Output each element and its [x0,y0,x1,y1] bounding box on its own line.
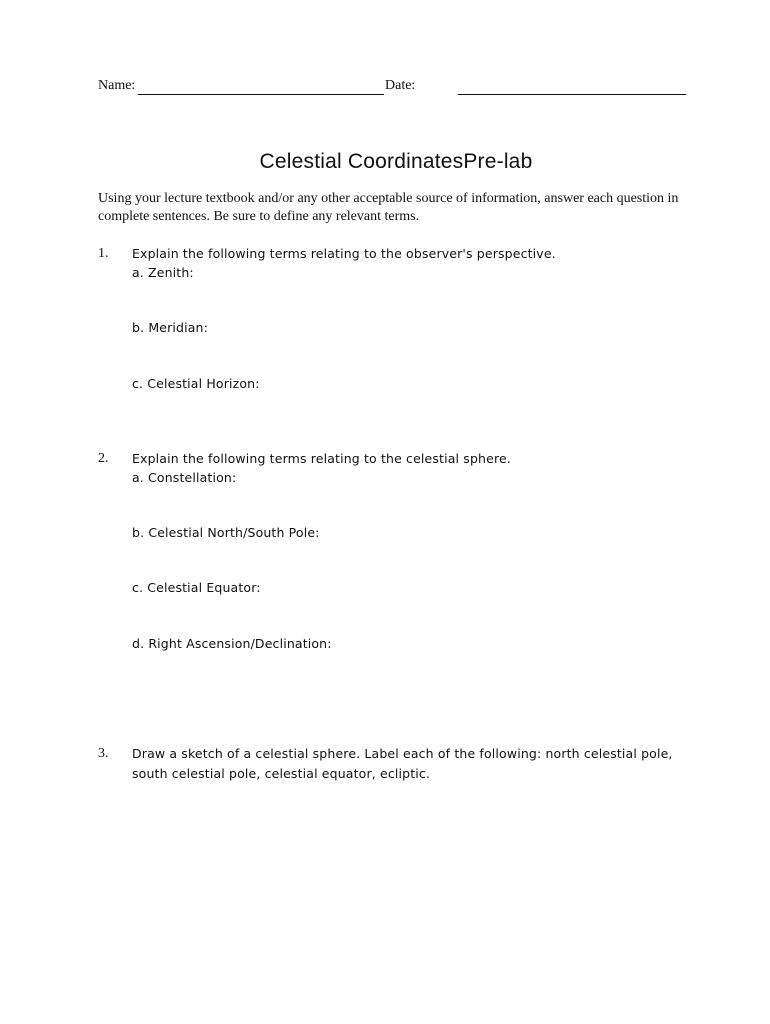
question-number: 1. [98,246,109,261]
sub-item-celestial-equator: c. Celestial Equator: [132,580,261,595]
date-label: Date: [385,78,416,93]
question-number: 2. [98,451,109,466]
page-title: Celestial CoordinatesPre-lab [259,150,533,173]
question-text: Explain the following terms relating to the observer's perspective. [132,246,556,261]
question-text: Draw a sketch of a celestial sphere. Label each of the following: north celestial pole, south celestial pole, celestial equator, ecliptic. [132,746,673,781]
question-text: Explain the following terms relating to the celestial sphere. [132,451,511,466]
sub-item-celestial-pole: b. Celestial North/South Pole: [132,525,320,540]
sub-item-right-ascension-declination: d. Right Ascension/Declination: [132,636,332,651]
name-label: Name: [98,78,136,93]
sub-item-constellation: a. Constellation: [132,470,237,485]
sub-item-meridian: b. Meridian: [132,320,208,335]
instructions: Using your lecture textbook and/or any other acceptable source of information, answer each question in complete sentences. Be sure to define any relevant terms. [98,191,679,224]
sub-item-zenith: a. Zenith: [132,265,194,280]
name-field-line[interactable] [138,94,384,95]
date-field-line[interactable] [458,94,686,95]
sub-item-celestial-horizon: c. Celestial Horizon: [132,376,260,391]
question-number: 3. [98,746,109,761]
